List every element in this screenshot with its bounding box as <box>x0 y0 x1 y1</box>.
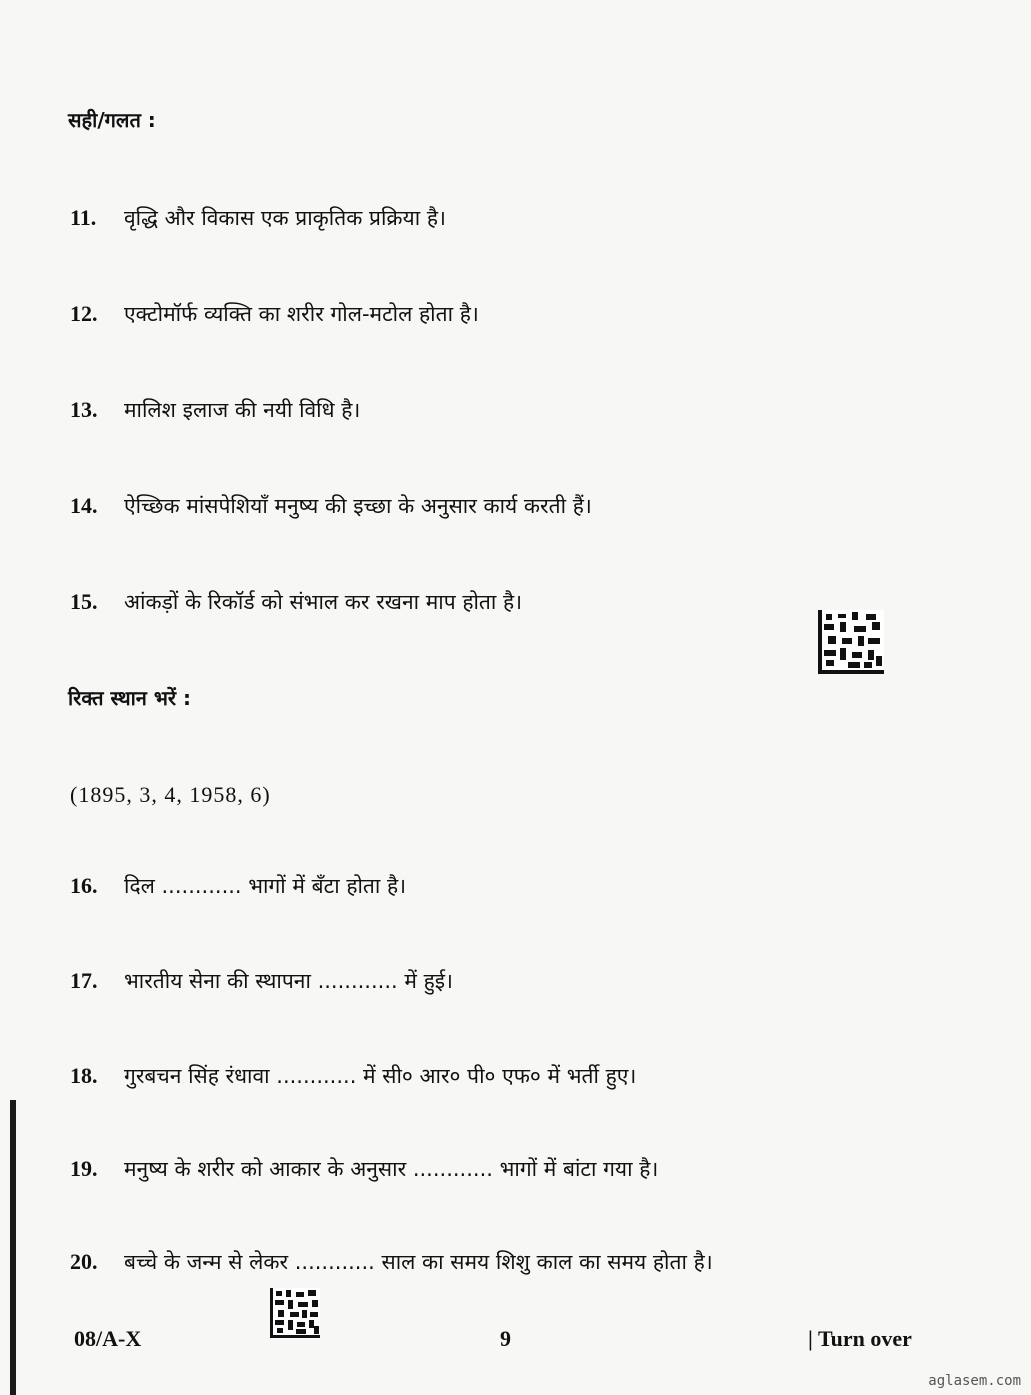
question-text: मालिश इलाज की नयी विधि है। <box>124 398 361 422</box>
question-text: आंकड़ों के रिकॉर्ड को संभाल कर रखना माप होता है। <box>124 590 523 614</box>
turn-over-label: | Turn over <box>808 1326 912 1351</box>
question-text: वृद्धि और विकास एक प्राकृतिक प्रक्रिया है। <box>124 206 446 230</box>
question-number: 11. <box>70 205 97 230</box>
question-15 <box>70 588 522 616</box>
question-13 <box>70 396 360 424</box>
answer-options: (1895, 3, 4, 1958, 6) <box>70 782 271 807</box>
question-number: 16. <box>70 873 98 898</box>
footer-datamatrix-barcode <box>270 1288 320 1338</box>
question-12 <box>70 300 479 328</box>
question-number: 20. <box>70 1249 98 1274</box>
question-20 <box>70 1248 713 1276</box>
true-false-heading: सही/गलत : <box>68 108 156 132</box>
question-text: ऐच्छिक मांसपेशियाँ मनुष्य की इच्छा के अनुसार कार्य करती हैं। <box>124 494 592 518</box>
question-text: दिल ............ भागों में बँटा होता है। <box>124 874 407 898</box>
question-text: भारतीय सेना की स्थापना ............ में हुई। <box>124 969 453 993</box>
question-19 <box>70 1155 658 1183</box>
fill-blanks-heading: रिक्त स्थान भरें : <box>68 686 192 710</box>
paper-code: 08/A-X <box>74 1326 142 1351</box>
watermark: aglasem.com <box>928 1373 1021 1389</box>
question-14 <box>70 492 592 520</box>
page-number: 9 <box>500 1326 511 1351</box>
question-11 <box>70 204 446 232</box>
question-number: 18. <box>70 1063 98 1088</box>
question-text: बच्चे के जन्म से लेकर ............ साल का समय शिशु काल का समय होता है। <box>124 1250 713 1274</box>
question-18 <box>70 1062 636 1090</box>
page-edge-shadow <box>10 1100 16 1395</box>
question-17 <box>70 967 453 995</box>
question-number: 15. <box>70 589 98 614</box>
question-16 <box>70 872 406 900</box>
question-number: 12. <box>70 301 98 326</box>
question-number: 17. <box>70 968 98 993</box>
question-number: 13. <box>70 397 98 422</box>
datamatrix-barcode <box>818 610 884 674</box>
question-text: मनुष्य के शरीर को आकार के अनुसार ............ भागों में बांटा गया है। <box>124 1157 659 1181</box>
question-number: 19. <box>70 1156 98 1181</box>
question-text: गुरबचन सिंह रंधावा ............ में सी० आर० पी० एफ० में भर्ती हुए। <box>124 1064 637 1088</box>
question-number: 14. <box>70 493 98 518</box>
question-text: एक्टोमॉर्फ व्यक्ति का शरीर गोल-मटोल होता है। <box>124 302 479 326</box>
